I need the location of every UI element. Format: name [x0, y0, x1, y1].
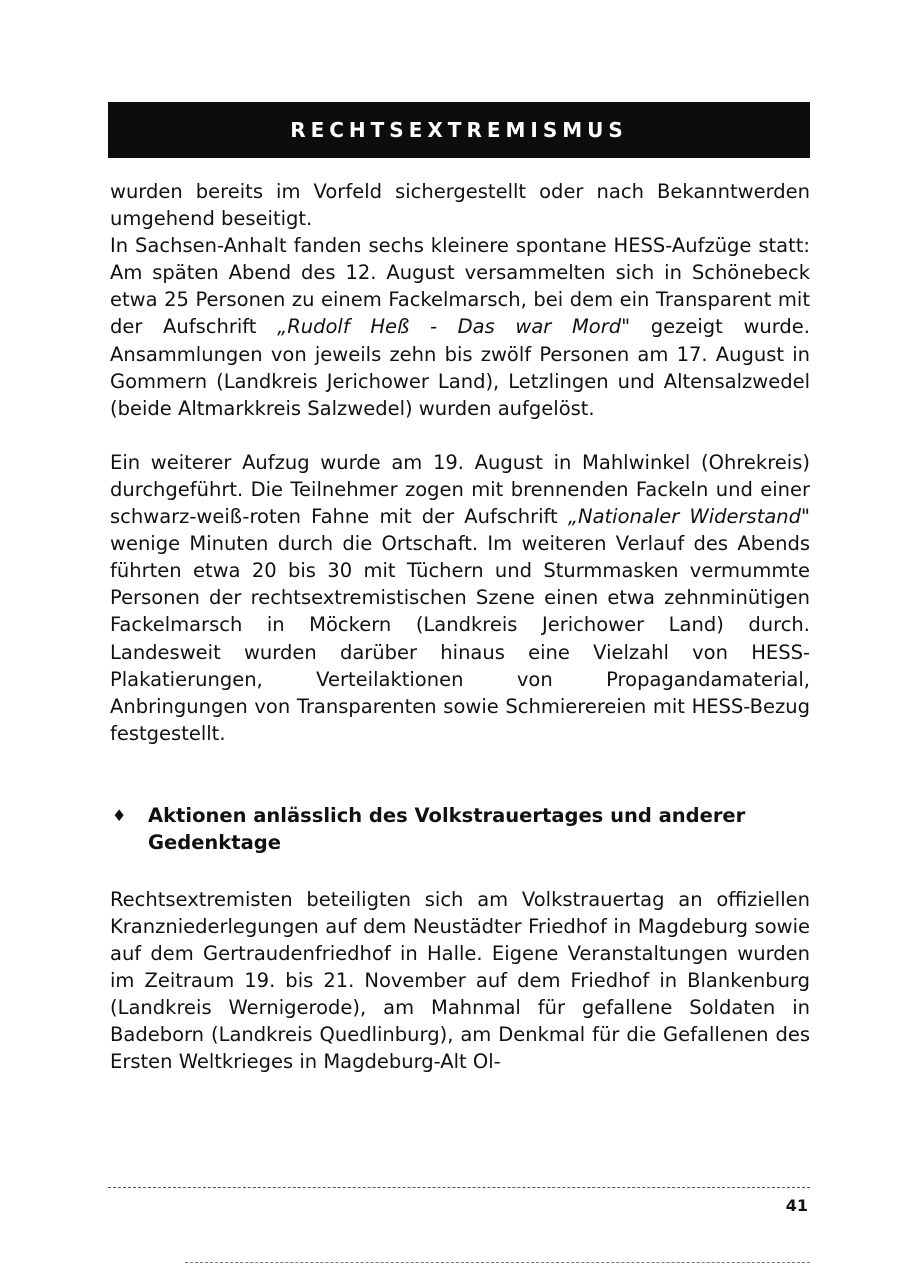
section-heading-text: Aktionen anlässlich des Volkstrauertages und anderer Gedenktage: [148, 803, 746, 854]
document-body: [110, 178, 810, 1076]
paragraph-volkstrauertag: [110, 886, 810, 1076]
paragraph-text: wurden bereits im Vorfeld sichergestellt oder nach Bekanntwerden umgehend beseitigt.: [110, 180, 810, 231]
diamond-bullet-icon: ♦: [112, 805, 127, 825]
footer-divider: [108, 1187, 810, 1188]
paragraph-text: gezeigt wurde. Ansammlungen von jeweils zehn bis zwölf Personen am 17. August in Gommern (Landkreis Jerichower Land), Letzlingen und Altensalzwedel (beide Altmarkkreis Salzwedel) wurden aufgelöst.: [110, 315, 810, 420]
paragraph-text: Ein weiterer Aufzug wurde am 19. August in Mahlwinkel (Ohrekreis) durchgeführt. Die Teilnehmer zogen mit brennenden Fackeln und einer schwarz-weiß-roten Fahne mit der Aufschrift: [110, 450, 810, 529]
paragraph-spacer: [110, 747, 810, 802]
paragraph-mahlwinkel: [110, 449, 810, 747]
quoted-banner-text: „Rudolf Heß - Das war Mord": [277, 315, 631, 339]
bottom-edge-divider: [185, 1262, 810, 1263]
paragraph-sachsen-anhalt: [110, 232, 810, 422]
paragraph-text: wenige Minuten durch die Ortschaft. Im weiteren Verlauf des Abends führten etwa 20 bis 30 mit Tüchern und Sturmmasken vermummte Personen der rechtsextremistischen Szene einen etwa zehnminütigen Fackelmarsch in Möckern (Landkreis Jerichower Land) durch. Landesweit wurden darüber hinaus eine Vielzahl von HESS-Plakatierungen, Verteilaktionen von Propagandamaterial, Anbringungen von Transparenten sowie Schmierereien mit HESS-Bezug festgestellt.: [110, 532, 810, 745]
quoted-banner-text: „Nationaler Widerstand": [567, 505, 811, 529]
paragraph-text: Rechtsextremisten beteiligten sich am Volkstrauertag an offiziellen Kranzniederlegungen auf dem Neustädter Friedhof in Magdeburg sowie auf dem Gertraudenfriedhof in Halle. Eigene Veranstaltungen wurden im Zeitraum 19. bis 21. November auf dem Friedhof in Blankenburg (Landkreis Wernigerode), am Mahnmal für gefallene Soldaten in Badeborn (Landkreis Quedlinburg), am Denkmal für die Gefallenen des Ersten Weltkrieges in Magdeburg-Alt Ol-: [110, 887, 810, 1074]
page-header-banner: [108, 102, 810, 158]
page-header-title: RECHTSEXTREMISMUS: [290, 118, 628, 142]
section-heading: [110, 802, 810, 856]
paragraph-text: In Sachsen-Anhalt fanden sechs kleinere spontane HESS-Aufzüge statt: Am späten Abend des 12. August versammelten sich in Schönebeck etwa 25 Personen zu einem Fackelmarsch, bei dem ein Transparent mit der Aufschrift: [110, 234, 810, 339]
page-number: 41: [785, 1196, 808, 1215]
paragraph-spacer: [110, 856, 810, 886]
paragraph-continuation: [110, 178, 810, 232]
paragraph-spacer: [110, 422, 810, 449]
